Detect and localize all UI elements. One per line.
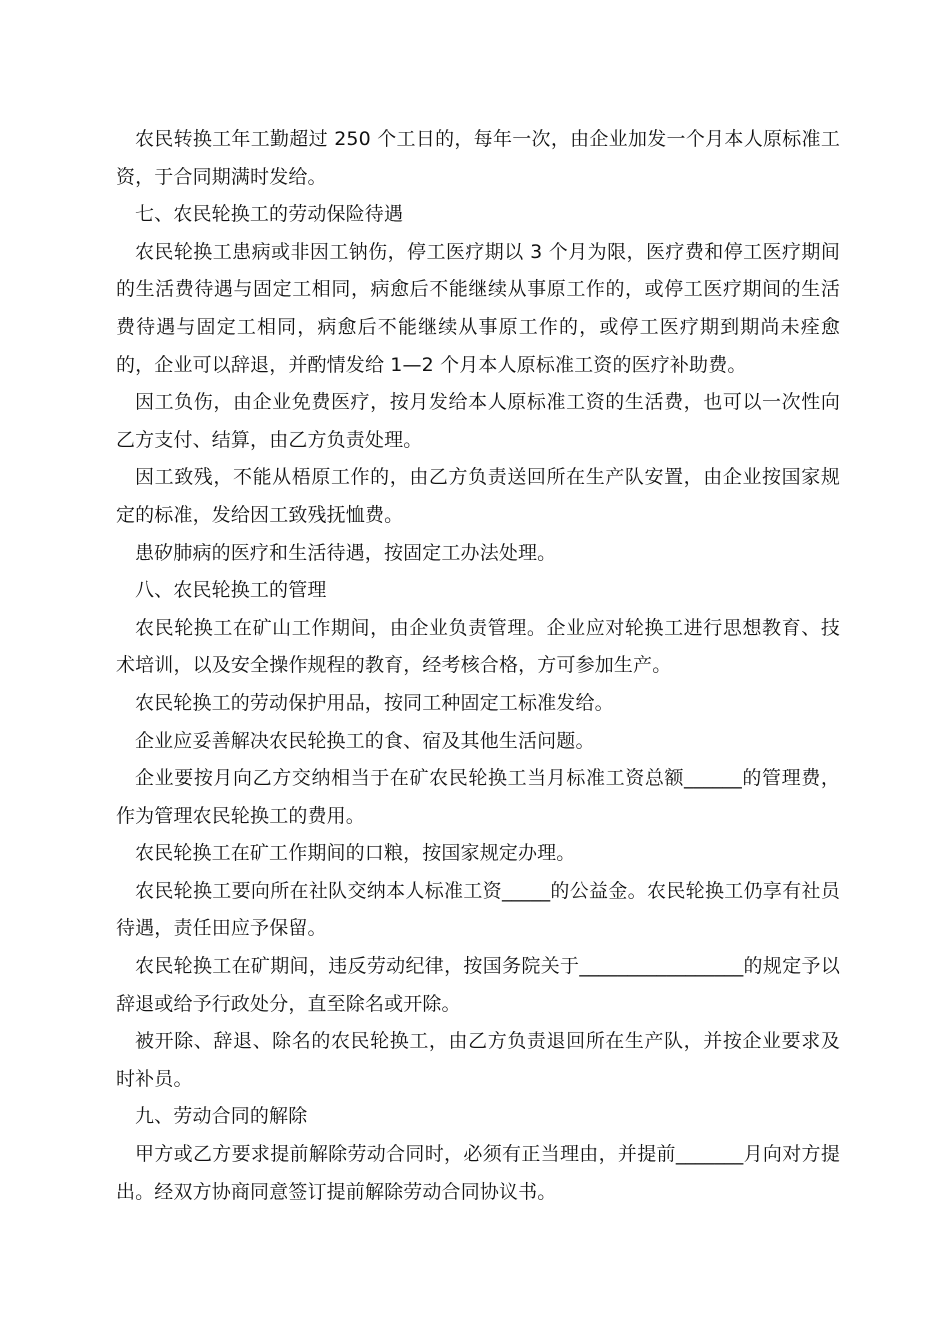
paragraph-sick-leave: 农民轮换工患病或非因工钠伤，停工医疗期以 3 个月为限，医疗费和停工医疗期间的生活费待遇与固定工相同，病愈后不能继续从事原工作的，或停工医疗期间的生活费待遇与固定工相同，病愈后不能继续从事原工作的，或停工医疗期到期尚未痊愈的，企业可以辞退，并酌情发给 1—2 个月本人原标准工资的医疗补助费。 bbox=[116, 240, 840, 376]
document-body bbox=[116, 121, 840, 1211]
section-heading-management: 八、农民轮换工的管理 bbox=[135, 579, 327, 602]
paragraph-discipline: 农民轮换工在矿期间，违反劳动纪律，按国务院关于_________________的规定予以辞退或给予行政处分，直至除名或开除。 bbox=[116, 955, 840, 1015]
section-heading-labor-insurance: 七、农民轮换工的劳动保险待遇 bbox=[135, 203, 404, 226]
paragraph-dismissal-replacement: 被开除、辞退、除名的农民轮换工，由乙方负责退回所在生产队，并按企业要求及时补员。 bbox=[116, 1030, 840, 1090]
paragraph-work-injury: 因工负伤，由企业免费医疗，按月发给本人原标准工资的生活费，也可以一次性向乙方支付、结算，由乙方负责处理。 bbox=[116, 391, 840, 451]
paragraph-management-fee: 企业要按月向乙方交纳相当于在矿农民轮换工当月标准工资总额______的管理费，作为管理农民轮换工的费用。 bbox=[116, 767, 840, 827]
paragraph-management-training: 农民轮换工在矿山工作期间，由企业负责管理。企业应对轮换工进行思想教育、技术培训，以及安全操作规程的教育，经考核合格，方可参加生产。 bbox=[116, 616, 840, 677]
paragraph-attendance-bonus: 农民转换工年工勤超过 250 个工日的，每年一次，由企业加发一个月本人原标准工资，于合同期满时发给。 bbox=[116, 128, 840, 188]
paragraph-silicosis: 患矽肺病的医疗和生活待遇，按固定工办法处理。 bbox=[135, 541, 557, 564]
section-heading-termination: 九、劳动合同的解除 bbox=[135, 1105, 308, 1128]
paragraph-food-rations: 农民轮换工在矿工作期间的口粮，按国家规定办理。 bbox=[135, 842, 576, 865]
paragraph-protective-equipment: 农民轮换工的劳动保护用品，按同工种固定工标准发给。 bbox=[135, 691, 614, 714]
paragraph-early-termination: 甲方或乙方要求提前解除劳动合同时，必须有正当理由，并提前_______月向对方提出。经双方协商同意签订提前解除劳动合同协议书。 bbox=[116, 1143, 840, 1203]
paragraph-work-disability: 因工致残，不能从梧原工作的，由乙方负责送回所在生产队安置，由企业按国家规定的标准，发给因工致残抚恤费。 bbox=[116, 466, 840, 526]
paragraph-public-welfare-fund: 农民轮换工要向所在社队交纳本人标准工资_____的公益金。农民轮换工仍享有社员待遇，责任田应予保留。 bbox=[116, 879, 840, 940]
paragraph-living-conditions: 企业应妥善解决农民轮换工的食、宿及其他生活问题。 bbox=[135, 729, 595, 752]
